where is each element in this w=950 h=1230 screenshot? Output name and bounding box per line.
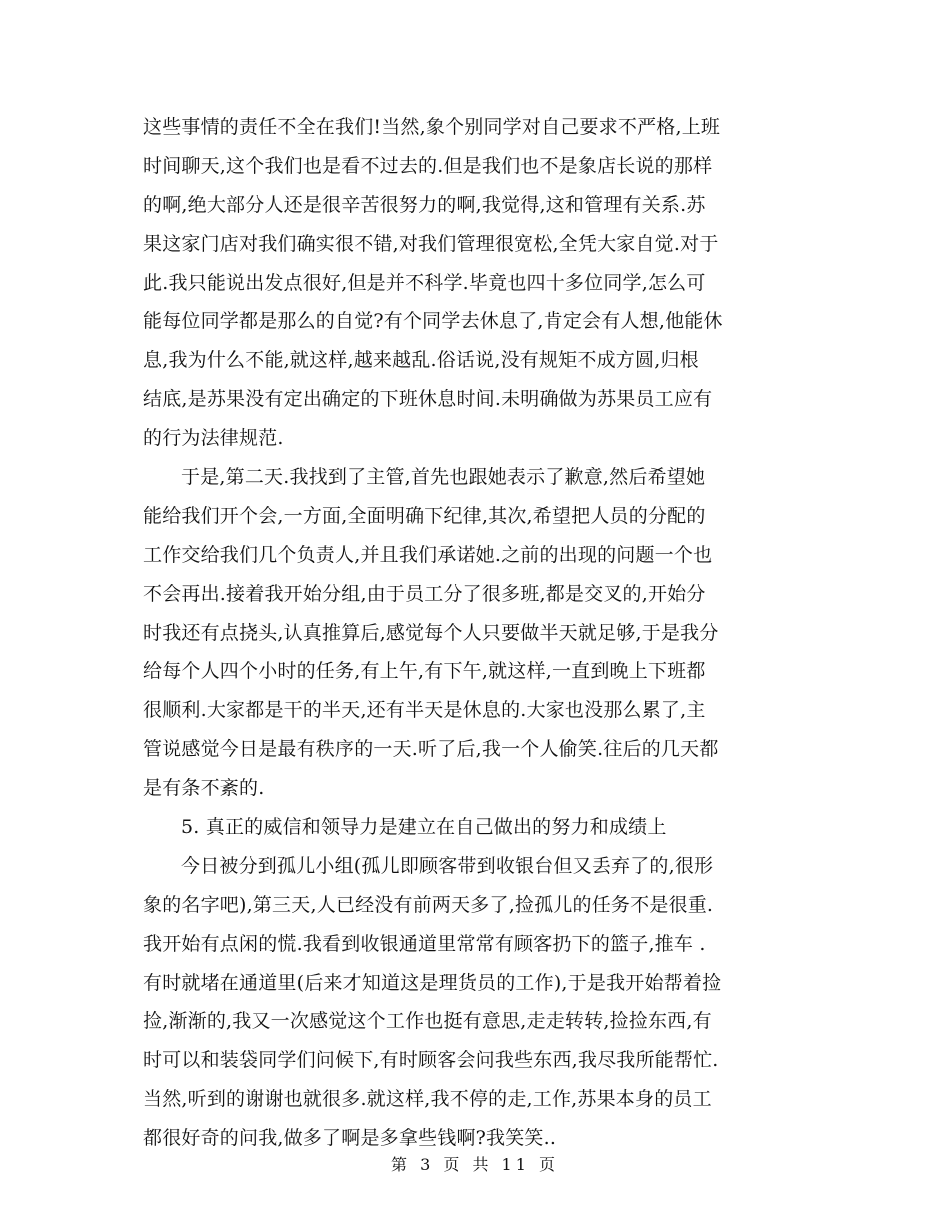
text-line: 是有条不紊的. <box>143 777 265 800</box>
text-line: 工作交给我们几个负责人,并且我们承诺她.之前的出现的问题一个也 <box>143 543 713 566</box>
body-text <box>143 108 813 1158</box>
text-line: 时可以和装袋同学们问候下,有时顾客会问我些东西,我尽我所能帮忙. <box>143 1049 719 1072</box>
text-line: 有时就堵在通道里(后来才知道这是理货员的工作),于是我开始帮着捡 <box>143 971 722 994</box>
text-line: 都很好奇的问我,做多了啊是多拿些钱啊?我笑笑.. <box>143 1127 557 1150</box>
text-line: 给每个人四个小时的任务,有上午,有下午,就这样,一直到晚上下班都 <box>143 660 706 683</box>
text-line: 很顺利.大家都是干的半天,还有半天是休息的.大家也没那么累了,主 <box>143 699 706 722</box>
text-line: 能给我们开个会,一方面,全面明确下纪律,其次,希望把人员的分配的 <box>143 504 706 527</box>
text-line: 结底,是苏果没有定出确定的下班休息时间.未明确做为苏果员工应有 <box>143 388 713 411</box>
text-line: 能每位同学都是那么的自觉?有个同学去休息了,肯定会有人想,他能休 <box>143 310 723 333</box>
text-line: 果这家门店对我们确实很不错,对我们管理很宽松,全凭大家自觉.对于 <box>143 232 719 255</box>
text-line: 此.我只能说出发点很好,但是并不科学.毕竟也四十多位同学,怎么可 <box>143 271 706 294</box>
text-line: 我开始有点闲的慌.我看到收银通道里常常有顾客扔下的篮子,推车 . <box>143 932 706 955</box>
text-line: 管说感觉今日是最有秩序的一天.听了后,我一个人偷笑.往后的几天都 <box>143 738 719 761</box>
text-line: 时间聊天,这个我们也是看不过去的.但是我们也不是象店长说的那样 <box>143 154 713 177</box>
page-number-footer: 第 3 页 共 11 页 <box>391 1155 559 1174</box>
text-line: 捡,渐渐的,我又一次感觉这个工作也挺有意思,走走转转,捡捡东西,有 <box>143 1010 712 1033</box>
text-line: 不会再出.接着我开始分组,由于员工分了很多班,都是交叉的,开始分 <box>143 582 706 605</box>
text-line: 时我还有点挠头,认真推算后,感觉每个人只要做半天就足够,于是我分 <box>143 621 719 644</box>
text-line: 象的名字吧),第三天,人已经没有前两天多了,捡孤儿的任务不是很重. <box>143 893 714 916</box>
text-line: 息,我为什么不能,就这样,越来越乱.俗话说,没有规矩不成方圆,归根 <box>143 349 699 372</box>
text-line: 这些事情的责任不全在我们!当然,象个别同学对自己要求不严格,上班 <box>143 116 721 138</box>
paragraph-start-line: 于是,第二天.我找到了主管,首先也跟她表示了歉意,然后希望她 <box>181 466 706 489</box>
text-line: 的啊,绝大部分人还是很辛苦很努力的啊,我觉得,这和管理有关系.苏 <box>143 193 706 216</box>
section-heading: 5. 真正的威信和领导力是建立在自己做出的努力和成绩上 <box>181 816 667 839</box>
text-line: 当然,听到的谢谢也就很多.就这样,我不停的走,工作,苏果本身的员工 <box>143 1088 712 1111</box>
paragraph-start-line: 今日被分到孤儿小组(孤儿即顾客带到收银台但又丢弃了的,很形 <box>181 854 714 877</box>
text-line: 的行为法律规范. <box>143 427 284 450</box>
